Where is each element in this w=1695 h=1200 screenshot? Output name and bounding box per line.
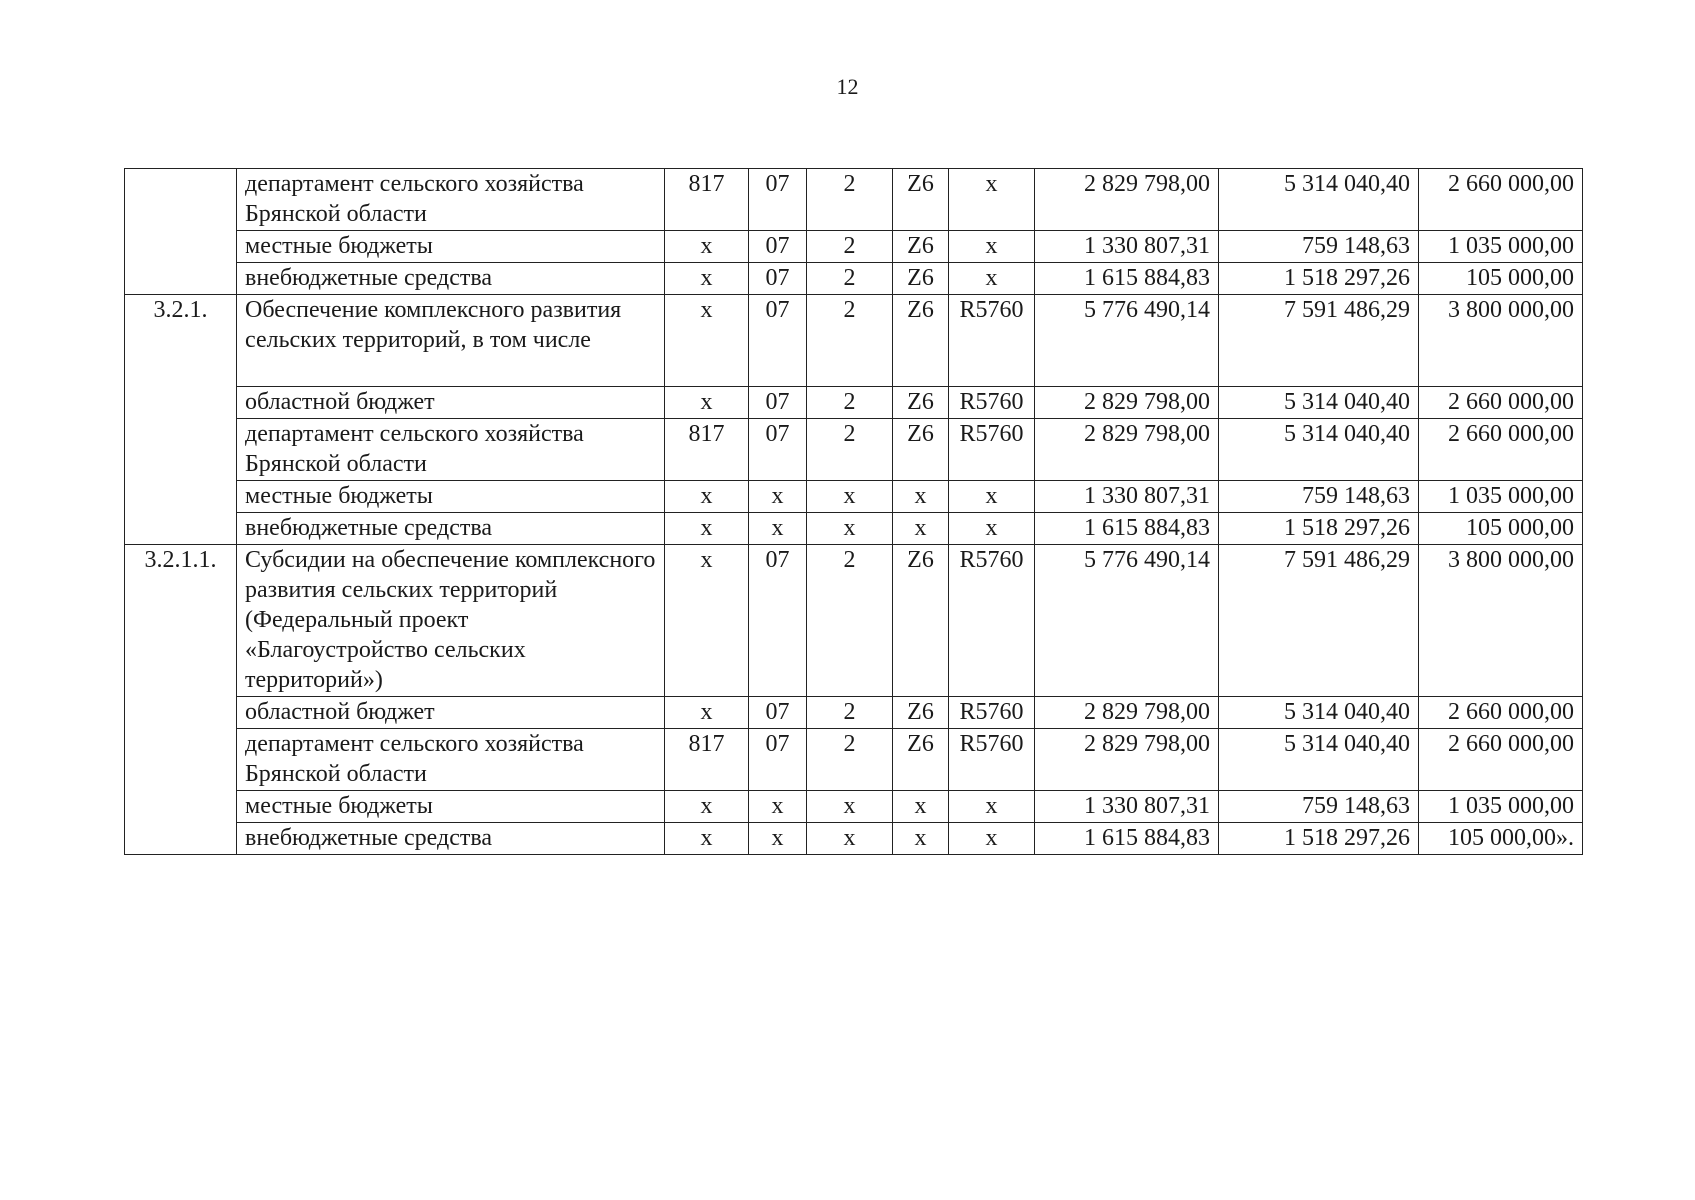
row-amount-2-cell: 7 591 486,29 bbox=[1219, 545, 1419, 697]
row-code-admin-cell: х bbox=[665, 387, 749, 419]
row-amount-3-cell: 105 000,00 bbox=[1419, 263, 1583, 295]
table-row bbox=[125, 545, 1583, 697]
row-amount-2-cell: 5 314 040,40 bbox=[1219, 697, 1419, 729]
row-name-cell: внебюджетные средства bbox=[237, 823, 665, 855]
row-code-section-cell: 07 bbox=[749, 419, 807, 481]
group-number-cell bbox=[125, 169, 237, 295]
row-amount-1-cell: 1 615 884,83 bbox=[1035, 263, 1219, 295]
row-name-cell: местные бюджеты bbox=[237, 481, 665, 513]
row-amount-2-cell: 5 314 040,40 bbox=[1219, 729, 1419, 791]
row-code-subprogram-cell: Z6 bbox=[893, 231, 949, 263]
row-code-direction-cell: х bbox=[949, 481, 1035, 513]
row-amount-1-cell: 5 776 490,14 bbox=[1035, 295, 1219, 387]
row-code-program-cell: 2 bbox=[807, 697, 893, 729]
row-name-cell: внебюджетные средства bbox=[237, 263, 665, 295]
row-code-direction-cell: х bbox=[949, 513, 1035, 545]
row-code-program-cell: 2 bbox=[807, 729, 893, 791]
row-name-cell: внебюджетные средства bbox=[237, 513, 665, 545]
row-code-admin-cell: х bbox=[665, 295, 749, 387]
row-code-section-cell: х bbox=[749, 481, 807, 513]
table-row bbox=[125, 263, 1583, 295]
row-code-admin-cell: х bbox=[665, 545, 749, 697]
table-row bbox=[125, 697, 1583, 729]
row-code-program-cell: 2 bbox=[807, 169, 893, 231]
row-amount-2-cell: 1 518 297,26 bbox=[1219, 513, 1419, 545]
row-amount-1-cell: 1 330 807,31 bbox=[1035, 231, 1219, 263]
row-code-direction-cell: х bbox=[949, 791, 1035, 823]
row-code-subprogram-cell: х bbox=[893, 481, 949, 513]
row-code-subprogram-cell: Z6 bbox=[893, 169, 949, 231]
row-code-admin-cell: 817 bbox=[665, 729, 749, 791]
row-code-admin-cell: х bbox=[665, 791, 749, 823]
table-row bbox=[125, 387, 1583, 419]
row-code-subprogram-cell: Z6 bbox=[893, 263, 949, 295]
row-amount-2-cell: 5 314 040,40 bbox=[1219, 387, 1419, 419]
row-code-direction-cell: R5760 bbox=[949, 387, 1035, 419]
row-code-program-cell: 2 bbox=[807, 419, 893, 481]
row-code-direction-cell: R5760 bbox=[949, 697, 1035, 729]
row-code-section-cell: 07 bbox=[749, 231, 807, 263]
row-amount-3-cell: 2 660 000,00 bbox=[1419, 387, 1583, 419]
row-code-direction-cell: х bbox=[949, 231, 1035, 263]
row-code-section-cell: 07 bbox=[749, 729, 807, 791]
group-number-cell: 3.2.1.1. bbox=[125, 545, 237, 855]
row-code-admin-cell: х bbox=[665, 513, 749, 545]
row-amount-1-cell: 2 829 798,00 bbox=[1035, 387, 1219, 419]
row-name-cell: областной бюджет bbox=[237, 387, 665, 419]
table-row bbox=[125, 295, 1583, 387]
row-code-direction-cell: х bbox=[949, 263, 1035, 295]
row-code-direction-cell: х bbox=[949, 823, 1035, 855]
row-amount-3-cell: 2 660 000,00 bbox=[1419, 419, 1583, 481]
row-amount-2-cell: 759 148,63 bbox=[1219, 791, 1419, 823]
table-row bbox=[125, 513, 1583, 545]
row-code-subprogram-cell: Z6 bbox=[893, 387, 949, 419]
row-code-program-cell: х bbox=[807, 791, 893, 823]
row-code-section-cell: х bbox=[749, 823, 807, 855]
row-code-subprogram-cell: Z6 bbox=[893, 295, 949, 387]
table-row bbox=[125, 481, 1583, 513]
row-amount-3-cell: 105 000,00 bbox=[1419, 513, 1583, 545]
row-code-subprogram-cell: х bbox=[893, 823, 949, 855]
row-amount-3-cell: 2 660 000,00 bbox=[1419, 697, 1583, 729]
table-row bbox=[125, 791, 1583, 823]
row-code-subprogram-cell: х bbox=[893, 791, 949, 823]
row-code-admin-cell: 817 bbox=[665, 419, 749, 481]
row-name-cell: областной бюджет bbox=[237, 697, 665, 729]
row-code-direction-cell: R5760 bbox=[949, 729, 1035, 791]
row-amount-3-cell: 2 660 000,00 bbox=[1419, 729, 1583, 791]
row-amount-1-cell: 1 615 884,83 bbox=[1035, 513, 1219, 545]
row-amount-3-cell: 1 035 000,00 bbox=[1419, 481, 1583, 513]
row-amount-2-cell: 5 314 040,40 bbox=[1219, 419, 1419, 481]
row-code-program-cell: х bbox=[807, 513, 893, 545]
row-code-direction-cell: R5760 bbox=[949, 545, 1035, 697]
row-amount-3-cell: 1 035 000,00 bbox=[1419, 791, 1583, 823]
row-amount-1-cell: 2 829 798,00 bbox=[1035, 729, 1219, 791]
row-name-cell: местные бюджеты bbox=[237, 231, 665, 263]
row-code-admin-cell: х bbox=[665, 231, 749, 263]
page-number: 12 bbox=[836, 74, 859, 99]
row-amount-1-cell: 1 615 884,83 bbox=[1035, 823, 1219, 855]
row-amount-1-cell: 2 829 798,00 bbox=[1035, 419, 1219, 481]
row-amount-2-cell: 7 591 486,29 bbox=[1219, 295, 1419, 387]
row-code-subprogram-cell: Z6 bbox=[893, 419, 949, 481]
row-amount-3-cell: 2 660 000,00 bbox=[1419, 169, 1583, 231]
row-code-section-cell: 07 bbox=[749, 295, 807, 387]
row-code-admin-cell: х bbox=[665, 697, 749, 729]
row-amount-3-cell: 105 000,00». bbox=[1419, 823, 1583, 855]
row-code-section-cell: х bbox=[749, 791, 807, 823]
row-code-section-cell: 07 bbox=[749, 169, 807, 231]
row-amount-2-cell: 1 518 297,26 bbox=[1219, 823, 1419, 855]
row-amount-1-cell: 5 776 490,14 bbox=[1035, 545, 1219, 697]
row-code-section-cell: 07 bbox=[749, 387, 807, 419]
row-amount-3-cell: 3 800 000,00 bbox=[1419, 545, 1583, 697]
row-amount-3-cell: 3 800 000,00 bbox=[1419, 295, 1583, 387]
row-code-subprogram-cell: Z6 bbox=[893, 729, 949, 791]
group-number-cell: 3.2.1. bbox=[125, 295, 237, 545]
row-code-admin-cell: х bbox=[665, 823, 749, 855]
row-name-cell: Обеспечение комплексного развития сельских территорий, в том числе bbox=[237, 295, 665, 387]
row-code-direction-cell: R5760 bbox=[949, 295, 1035, 387]
row-code-program-cell: х bbox=[807, 481, 893, 513]
row-amount-1-cell: 2 829 798,00 bbox=[1035, 169, 1219, 231]
table-body bbox=[125, 169, 1583, 855]
budget-table bbox=[124, 168, 1583, 855]
row-name-cell: департамент сельского хозяйства Брянской области bbox=[237, 729, 665, 791]
row-code-direction-cell: R5760 bbox=[949, 419, 1035, 481]
row-code-section-cell: 07 bbox=[749, 697, 807, 729]
row-code-subprogram-cell: Z6 bbox=[893, 545, 949, 697]
row-code-program-cell: 2 bbox=[807, 545, 893, 697]
row-code-admin-cell: 817 bbox=[665, 169, 749, 231]
row-code-program-cell: 2 bbox=[807, 231, 893, 263]
row-name-cell: департамент сельского хозяйства Брянской области bbox=[237, 419, 665, 481]
row-code-subprogram-cell: х bbox=[893, 513, 949, 545]
row-amount-2-cell: 759 148,63 bbox=[1219, 231, 1419, 263]
row-amount-2-cell: 759 148,63 bbox=[1219, 481, 1419, 513]
row-code-program-cell: х bbox=[807, 823, 893, 855]
row-amount-2-cell: 1 518 297,26 bbox=[1219, 263, 1419, 295]
table-row bbox=[125, 231, 1583, 263]
row-name-cell: департамент сельского хозяйства Брянской области bbox=[237, 169, 665, 231]
row-code-section-cell: х bbox=[749, 513, 807, 545]
row-amount-1-cell: 1 330 807,31 bbox=[1035, 481, 1219, 513]
row-name-cell: Субсидии на обеспечение комплексного развития сельских территорий (Федеральный проект «Благоустройство сельских территорий») bbox=[237, 545, 665, 697]
row-code-program-cell: 2 bbox=[807, 387, 893, 419]
row-code-admin-cell: х bbox=[665, 263, 749, 295]
row-code-admin-cell: х bbox=[665, 481, 749, 513]
row-amount-1-cell: 2 829 798,00 bbox=[1035, 697, 1219, 729]
table-row bbox=[125, 169, 1583, 231]
row-amount-3-cell: 1 035 000,00 bbox=[1419, 231, 1583, 263]
row-code-program-cell: 2 bbox=[807, 295, 893, 387]
row-code-section-cell: 07 bbox=[749, 263, 807, 295]
row-code-subprogram-cell: Z6 bbox=[893, 697, 949, 729]
row-code-program-cell: 2 bbox=[807, 263, 893, 295]
table-row bbox=[125, 823, 1583, 855]
row-code-section-cell: 07 bbox=[749, 545, 807, 697]
row-code-direction-cell: х bbox=[949, 169, 1035, 231]
row-name-cell: местные бюджеты bbox=[237, 791, 665, 823]
table-row bbox=[125, 729, 1583, 791]
table-row bbox=[125, 419, 1583, 481]
row-amount-2-cell: 5 314 040,40 bbox=[1219, 169, 1419, 231]
row-amount-1-cell: 1 330 807,31 bbox=[1035, 791, 1219, 823]
